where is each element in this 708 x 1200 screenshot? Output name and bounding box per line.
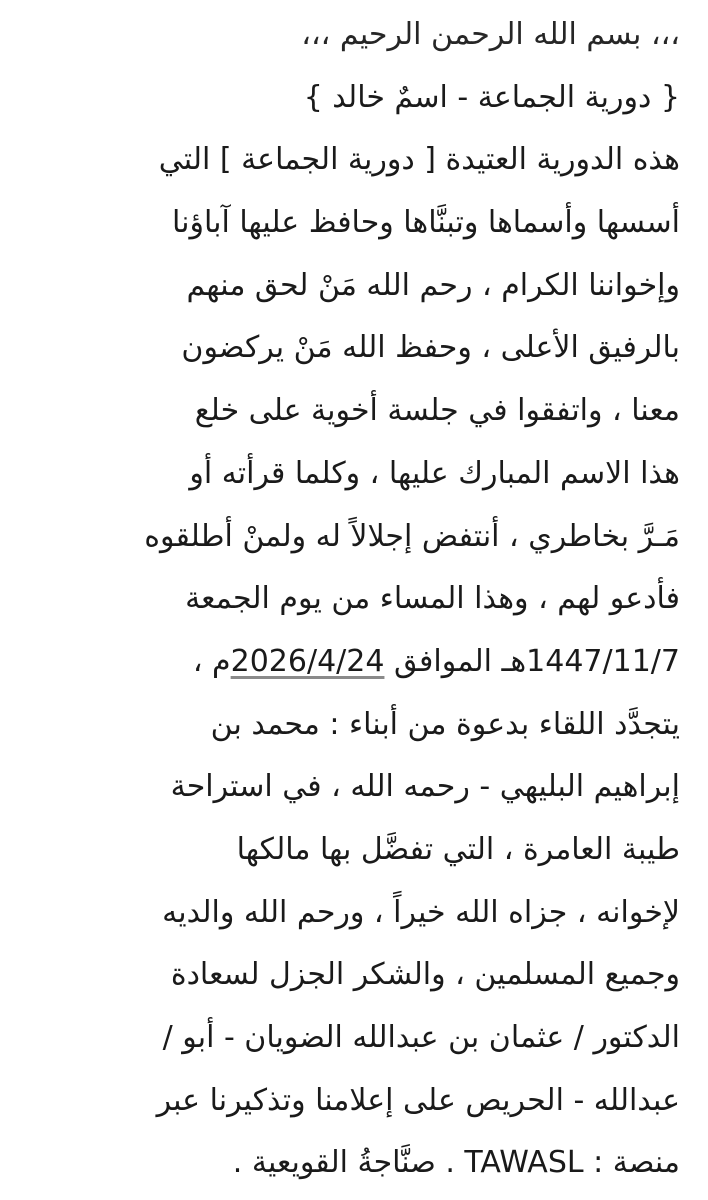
text-line: هذه الدورية العتيدة [ دورية الجماعة ] التي [158, 142, 680, 178]
text-line: معنا ، واتفقوا في جلسة أخوية على خلع [194, 393, 680, 429]
text-line: فأدعو لهم ، وهذا المساء من يوم الجمعة [185, 581, 680, 617]
date-line [14, 631, 680, 694]
text-line: لإخوانه ، جزاه الله خيراً ، ورحم الله والديه [162, 894, 680, 930]
text-line: وإخواننا الكرام ، رحم الله مَنْ لحق منهم [186, 267, 680, 303]
gregorian-date-suffix: م ، [192, 643, 231, 679]
text-line: مَـرَّ بخاطري ، أنتفض إجلالاً له ولمنْ أطلقوه [144, 518, 680, 554]
text-line: يتجدَّد اللقاء بدعوة من أبناء : محمد بن [210, 706, 680, 742]
text-line: طيبة العامرة ، التي تفضَّل بها مالكها [236, 831, 680, 867]
text-line: أسسها وأسماها وتبنَّاها وحافظ عليها آباؤنا [172, 205, 680, 241]
text-line: هذا الاسم المبارك عليها ، وكلما قرأته أو [189, 455, 680, 491]
hijri-date-suffix: هـ الموافق [394, 643, 527, 679]
hijri-date: 1447/11/7 [526, 643, 680, 679]
basmala-line: ،،، بسم الله الرحمن الرحيم ،،، [301, 17, 680, 52]
text-line: عبدالله - الحريص على إعلامنا وتذكيرنا عبر [156, 1082, 680, 1118]
gregorian-date-link[interactable]: 2026/4/24 [230, 643, 385, 679]
text-line: الدكتور / عثمان بن عبدالله الضويان - أبو / [162, 1020, 680, 1055]
title-line: { دورية الجماعة - اسمٌ خالد } [303, 79, 680, 115]
signature-line: منصة : TAWASL . صنَّاجةُ القويعية . [232, 1145, 680, 1181]
text-line: بالرفيق الأعلى ، وحفظ الله مَنْ يركضون [181, 330, 680, 366]
text-line: وجميع المسلمين ، والشكر الجزل لسعادة [170, 957, 680, 993]
text-line: إبراهيم البليهي - رحمه الله ، في استراحة [170, 769, 680, 805]
